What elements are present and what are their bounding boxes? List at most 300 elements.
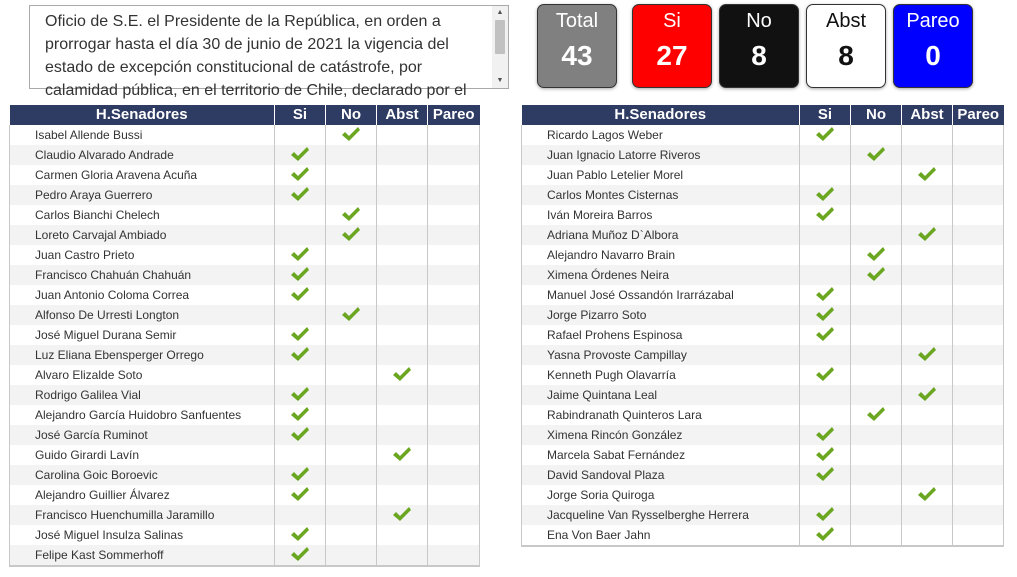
- vote-cell-abst: [377, 225, 428, 245]
- vote-cell-pareo: [428, 485, 480, 505]
- vote-cell-pareo: [428, 465, 480, 485]
- header-pareo: Pareo: [428, 105, 480, 125]
- vote-cell-abst: [902, 365, 953, 385]
- total-label: Total: [555, 10, 599, 32]
- vote-cell-si: [275, 265, 326, 285]
- vote-cell-no: [851, 405, 902, 425]
- senator-name: Carlos Bianchi Chelech: [10, 205, 275, 225]
- vote-cell-pareo: [428, 265, 480, 285]
- vote-cell-abst: [377, 405, 428, 425]
- no-tile: [719, 4, 799, 88]
- vote-cell-pareo: [953, 505, 1004, 525]
- table-row: [10, 205, 480, 225]
- senator-name: Adriana Muñoz D`Albora: [522, 225, 800, 245]
- senator-name: Jorge Soria Quiroga: [522, 485, 800, 505]
- vote-cell-si: [800, 385, 851, 405]
- vote-cell-si: [275, 445, 326, 465]
- vote-cell-pareo: [428, 385, 480, 405]
- vote-cell-si: [800, 225, 851, 245]
- green-checkmark-icon: [815, 426, 835, 443]
- vote-cell-si: [800, 345, 851, 365]
- vote-cell-no: [851, 465, 902, 485]
- senator-name: Claudio Alvarado Andrade: [10, 145, 275, 165]
- table-row: [522, 145, 1004, 165]
- green-checkmark-icon: [866, 406, 886, 423]
- vote-cell-si: [800, 205, 851, 225]
- green-checkmark-icon: [815, 446, 835, 463]
- green-checkmark-icon: [290, 346, 310, 363]
- vote-cell-no: [851, 165, 902, 185]
- vote-cell-abst: [377, 285, 428, 305]
- senator-name: Ricardo Lagos Weber: [522, 125, 800, 145]
- vote-cell-no: [326, 185, 377, 205]
- vote-cell-si: [275, 345, 326, 365]
- vote-cell-no: [851, 305, 902, 325]
- vote-cell-si: [800, 285, 851, 305]
- table-row: [522, 505, 1004, 525]
- senator-name: José Miguel Insulza Salinas: [10, 525, 275, 545]
- vote-cell-pareo: [428, 185, 480, 205]
- vote-cell-no: [851, 445, 902, 465]
- vote-cell-si: [800, 265, 851, 285]
- vote-cell-si: [800, 465, 851, 485]
- vote-cell-pareo: [953, 265, 1004, 285]
- vote-cell-no: [326, 265, 377, 285]
- vote-cell-si: [800, 165, 851, 185]
- green-checkmark-icon: [290, 406, 310, 423]
- table-row: [10, 125, 480, 145]
- vote-cell-si: [800, 145, 851, 165]
- green-checkmark-icon: [815, 306, 835, 323]
- table-row: [522, 425, 1004, 445]
- vote-cell-pareo: [953, 285, 1004, 305]
- table-row: [522, 225, 1004, 245]
- vote-cell-no: [851, 425, 902, 445]
- vote-cell-pareo: [953, 425, 1004, 445]
- green-checkmark-icon: [815, 286, 835, 303]
- green-checkmark-icon: [290, 466, 310, 483]
- vote-cell-si: [275, 285, 326, 305]
- vote-cell-no: [851, 385, 902, 405]
- vote-cell-abst: [902, 425, 953, 445]
- vote-cell-abst: [377, 365, 428, 385]
- vote-cell-abst: [902, 525, 953, 546]
- green-checkmark-icon: [290, 146, 310, 163]
- vote-cell-pareo: [953, 125, 1004, 145]
- green-checkmark-icon: [392, 506, 412, 523]
- vote-cell-pareo: [953, 525, 1004, 546]
- header-no: No: [851, 105, 902, 125]
- table-header: [522, 105, 1004, 125]
- vote-cell-pareo: [428, 165, 480, 185]
- table-row: [10, 325, 480, 345]
- vote-cell-si: [275, 225, 326, 245]
- vote-cell-abst: [377, 165, 428, 185]
- vote-cell-pareo: [953, 245, 1004, 265]
- vote-cell-si: [275, 425, 326, 445]
- total-tile: [537, 4, 617, 88]
- vote-cell-no: [326, 145, 377, 165]
- vote-cell-no: [326, 285, 377, 305]
- vote-cell-pareo: [428, 545, 480, 566]
- vote-cell-si: [800, 365, 851, 385]
- senator-name: Manuel José Ossandón Irarrázabal: [522, 285, 800, 305]
- vote-cell-pareo: [428, 285, 480, 305]
- vote-cell-si: [800, 425, 851, 445]
- header-no: No: [326, 105, 377, 125]
- vote-cell-no: [326, 465, 377, 485]
- header-senators: H.Senadores: [522, 105, 800, 125]
- vote-cell-abst: [377, 125, 428, 145]
- green-checkmark-icon: [290, 266, 310, 283]
- vote-cell-abst: [377, 425, 428, 445]
- vote-cell-no: [326, 485, 377, 505]
- vote-cell-no: [326, 125, 377, 145]
- vote-cell-pareo: [428, 365, 480, 385]
- green-checkmark-icon: [290, 546, 310, 563]
- vote-cell-si: [275, 205, 326, 225]
- table-row: [10, 425, 480, 445]
- no-count: 8: [751, 40, 767, 71]
- vote-cell-pareo: [953, 485, 1004, 505]
- si-count: 27: [656, 40, 688, 71]
- senator-name: Juan Antonio Coloma Correa: [10, 285, 275, 305]
- senator-name: Juan Ignacio Latorre Riveros: [522, 145, 800, 165]
- table-row: [10, 225, 480, 245]
- senator-name: Rafael Prohens Espinosa: [522, 325, 800, 345]
- scrollbar-thumb[interactable]: [495, 20, 505, 54]
- vote-cell-abst: [902, 505, 953, 525]
- vote-cell-no: [326, 345, 377, 365]
- vote-cell-si: [800, 305, 851, 325]
- green-checkmark-icon: [866, 246, 886, 263]
- table-row: [522, 465, 1004, 485]
- vote-cell-no: [326, 165, 377, 185]
- senator-name: Carmen Gloria Aravena Acuña: [10, 165, 275, 185]
- vote-cell-si: [275, 125, 326, 145]
- vote-cell-abst: [902, 445, 953, 465]
- table-row: [10, 445, 480, 465]
- table-row: [10, 265, 480, 285]
- vote-cell-pareo: [428, 205, 480, 225]
- vote-cell-si: [275, 545, 326, 566]
- vote-cell-pareo: [953, 165, 1004, 185]
- vote-cell-abst: [902, 345, 953, 365]
- vote-cell-pareo: [953, 405, 1004, 425]
- vote-cell-si: [800, 445, 851, 465]
- vote-cell-abst: [377, 325, 428, 345]
- vote-cell-si: [800, 525, 851, 546]
- table-row: [10, 545, 480, 566]
- vote-cell-pareo: [428, 505, 480, 525]
- vote-cell-abst: [902, 125, 953, 145]
- vote-cell-pareo: [428, 525, 480, 545]
- vote-cell-si: [800, 325, 851, 345]
- vote-cell-si: [275, 365, 326, 385]
- table-row: [522, 325, 1004, 345]
- vote-cell-si: [275, 405, 326, 425]
- table-row: [10, 185, 480, 205]
- vote-cell-abst: [377, 385, 428, 405]
- vote-cell-abst: [377, 465, 428, 485]
- vote-cell-si: [800, 485, 851, 505]
- abst-tile: [806, 4, 886, 88]
- vote-cell-no: [326, 525, 377, 545]
- vote-cell-pareo: [953, 185, 1004, 205]
- green-checkmark-icon: [290, 426, 310, 443]
- senator-name: Iván Moreira Barros: [522, 205, 800, 225]
- table-row: [10, 165, 480, 185]
- green-checkmark-icon: [815, 506, 835, 523]
- green-checkmark-icon: [341, 306, 361, 323]
- green-checkmark-icon: [290, 326, 310, 343]
- table-row: [10, 505, 480, 525]
- senators-vote-table-right: [521, 105, 1004, 547]
- header-pareo: Pareo: [953, 105, 1004, 125]
- green-checkmark-icon: [341, 226, 361, 243]
- senator-name: Ena Von Baer Jahn: [522, 525, 800, 546]
- header-si: Si: [800, 105, 851, 125]
- vote-cell-abst: [902, 305, 953, 325]
- vote-cell-abst: [377, 185, 428, 205]
- senators-vote-table-left: [9, 105, 480, 567]
- vote-cell-no: [851, 525, 902, 546]
- vote-cell-abst: [377, 525, 428, 545]
- vote-cell-pareo: [953, 345, 1004, 365]
- vote-cell-no: [326, 385, 377, 405]
- senator-name: José Miguel Durana Semir: [10, 325, 275, 345]
- vote-cell-pareo: [953, 465, 1004, 485]
- vote-cell-si: [800, 245, 851, 265]
- vote-cell-si: [275, 525, 326, 545]
- vote-cell-si: [275, 305, 326, 325]
- vote-cell-pareo: [953, 205, 1004, 225]
- table-row: [522, 405, 1004, 425]
- vote-cell-no: [326, 245, 377, 265]
- header-si: Si: [275, 105, 326, 125]
- table-row: [522, 285, 1004, 305]
- vote-cell-no: [326, 545, 377, 566]
- green-checkmark-icon: [341, 206, 361, 223]
- vote-cell-no: [851, 125, 902, 145]
- vote-cell-si: [275, 465, 326, 485]
- header-abst: Abst: [377, 105, 428, 125]
- table-row: [10, 525, 480, 545]
- table-row: [10, 385, 480, 405]
- vote-cell-pareo: [953, 365, 1004, 385]
- vote-cell-si: [800, 405, 851, 425]
- table-row: [522, 305, 1004, 325]
- vote-cell-pareo: [428, 325, 480, 345]
- vote-cell-si: [275, 185, 326, 205]
- description-scrollbar[interactable]: [492, 6, 508, 88]
- table-row: [522, 345, 1004, 365]
- si-label: Si: [663, 10, 681, 32]
- green-checkmark-icon: [815, 466, 835, 483]
- table-row: [10, 245, 480, 265]
- vote-cell-no: [326, 405, 377, 425]
- vote-cell-si: [275, 485, 326, 505]
- vote-cell-abst: [902, 265, 953, 285]
- senator-name: Rabindranath Quinteros Lara: [522, 405, 800, 425]
- green-checkmark-icon: [341, 126, 361, 143]
- green-checkmark-icon: [917, 486, 937, 503]
- green-checkmark-icon: [866, 146, 886, 163]
- si-tile: [632, 4, 712, 88]
- vote-cell-pareo: [428, 245, 480, 265]
- senator-name: José García Ruminot: [10, 425, 275, 445]
- vote-cell-si: [800, 185, 851, 205]
- vote-cell-no: [851, 505, 902, 525]
- vote-cell-abst: [377, 505, 428, 525]
- table-row: [10, 345, 480, 365]
- vote-cell-no: [326, 225, 377, 245]
- vote-cell-no: [851, 225, 902, 245]
- senator-name: Felipe Kast Sommerhoff: [10, 545, 275, 566]
- senator-name: Rodrigo Galilea Vial: [10, 385, 275, 405]
- vote-cell-pareo: [428, 345, 480, 365]
- senator-name: Jacqueline Van Rysselberghe Herrera: [522, 505, 800, 525]
- vote-cell-abst: [902, 385, 953, 405]
- green-checkmark-icon: [392, 366, 412, 383]
- senator-name: Jaime Quintana Leal: [522, 385, 800, 405]
- green-checkmark-icon: [866, 266, 886, 283]
- senator-name: Alfonso De Urresti Longton: [10, 305, 275, 325]
- green-checkmark-icon: [290, 386, 310, 403]
- table-row: [522, 445, 1004, 465]
- senator-name: Luz Eliana Ebensperger Orrego: [10, 345, 275, 365]
- vote-cell-abst: [377, 305, 428, 325]
- vote-cell-no: [851, 265, 902, 285]
- vote-cell-abst: [902, 285, 953, 305]
- senator-name: Alejandro García Huidobro Sanfuentes: [10, 405, 275, 425]
- vote-cell-si: [275, 165, 326, 185]
- green-checkmark-icon: [815, 206, 835, 223]
- vote-cell-si: [275, 245, 326, 265]
- table-row: [10, 365, 480, 385]
- vote-cell-abst: [377, 485, 428, 505]
- vote-cell-no: [851, 365, 902, 385]
- vote-cell-pareo: [953, 385, 1004, 405]
- vote-cell-si: [800, 125, 851, 145]
- vote-cell-no: [851, 345, 902, 365]
- table-row: [522, 205, 1004, 225]
- vote-cell-no: [326, 425, 377, 445]
- vote-cell-abst: [377, 145, 428, 165]
- vote-cell-no: [326, 505, 377, 525]
- vote-cell-abst: [902, 325, 953, 345]
- pareo-label: Pareo: [906, 10, 960, 32]
- table-row: [10, 145, 480, 165]
- abst-label: Abst: [825, 10, 867, 32]
- vote-cell-pareo: [953, 145, 1004, 165]
- senator-name: Juan Castro Prieto: [10, 245, 275, 265]
- vote-cell-abst: [377, 345, 428, 365]
- senator-name: David Sandoval Plaza: [522, 465, 800, 485]
- senator-name: Carlos Montes Cisternas: [522, 185, 800, 205]
- vote-cell-si: [275, 145, 326, 165]
- scroll-down-arrow-icon[interactable]: ▼: [496, 77, 504, 84]
- vote-cell-no: [326, 365, 377, 385]
- vote-cell-pareo: [953, 225, 1004, 245]
- motion-description-box[interactable]: [29, 5, 509, 99]
- green-checkmark-icon: [290, 486, 310, 503]
- vote-cell-no: [851, 145, 902, 165]
- vote-cell-pareo: [428, 405, 480, 425]
- table-row: [522, 125, 1004, 145]
- vote-cell-si: [800, 505, 851, 525]
- green-checkmark-icon: [392, 446, 412, 463]
- pareo-count: 0: [925, 40, 941, 71]
- motion-description-text: Oficio de S.E. el Presidente de la República, en orden a prorrogar hasta el día 30 de junio de 2021 la vigencia del estado de excepción constitucional de catástrofe, por calamidad pública, en el territorio de Chile, declarado por el: [45, 13, 467, 99]
- table-row: [522, 365, 1004, 385]
- table-row: [522, 385, 1004, 405]
- vote-cell-abst: [902, 225, 953, 245]
- green-checkmark-icon: [917, 346, 937, 363]
- table-header: [10, 105, 480, 125]
- table-row: [522, 185, 1004, 205]
- senator-name: Alejandro Navarro Brain: [522, 245, 800, 265]
- pareo-tile: [893, 4, 973, 88]
- senator-name: Francisco Huenchumilla Jaramillo: [10, 505, 275, 525]
- vote-cell-abst: [377, 445, 428, 465]
- vote-cell-pareo: [428, 445, 480, 465]
- vote-cell-no: [851, 205, 902, 225]
- green-checkmark-icon: [290, 186, 310, 203]
- vote-cell-pareo: [428, 425, 480, 445]
- vote-cell-no: [326, 445, 377, 465]
- senator-name: Alejandro Guillier Álvarez: [10, 485, 275, 505]
- vote-cell-abst: [377, 545, 428, 566]
- senator-name: Alvaro Elizalde Soto: [10, 365, 275, 385]
- green-checkmark-icon: [815, 326, 835, 343]
- vote-cell-no: [851, 245, 902, 265]
- senator-name: Guido Girardi Lavín: [10, 445, 275, 465]
- vote-cell-si: [275, 385, 326, 405]
- vote-cell-no: [851, 285, 902, 305]
- senator-name: Kenneth Pugh Olavarría: [522, 365, 800, 385]
- vote-cell-abst: [902, 205, 953, 225]
- vote-cell-pareo: [953, 445, 1004, 465]
- table-row: [10, 305, 480, 325]
- vote-cell-abst: [902, 145, 953, 165]
- vote-cell-abst: [902, 165, 953, 185]
- green-checkmark-icon: [290, 246, 310, 263]
- green-checkmark-icon: [917, 166, 937, 183]
- table-row: [522, 265, 1004, 285]
- scroll-up-arrow-icon[interactable]: ▲: [496, 9, 504, 16]
- vote-cell-abst: [902, 485, 953, 505]
- green-checkmark-icon: [917, 386, 937, 403]
- senator-name: Carolina Goic Boroevic: [10, 465, 275, 485]
- table-row: [10, 285, 480, 305]
- vote-cell-abst: [902, 405, 953, 425]
- vote-cell-abst: [377, 265, 428, 285]
- senator-name: Francisco Chahuán Chahuán: [10, 265, 275, 285]
- vote-cell-pareo: [428, 145, 480, 165]
- header-abst: Abst: [902, 105, 953, 125]
- table-row: [522, 485, 1004, 505]
- vote-cell-no: [326, 205, 377, 225]
- vote-cell-abst: [377, 205, 428, 225]
- vote-cell-no: [851, 485, 902, 505]
- table-row: [522, 525, 1004, 546]
- senator-name: Pedro Araya Guerrero: [10, 185, 275, 205]
- table-row: [10, 465, 480, 485]
- vote-cell-abst: [902, 245, 953, 265]
- table-row: [10, 485, 480, 505]
- senator-name: Juan Pablo Letelier Morel: [522, 165, 800, 185]
